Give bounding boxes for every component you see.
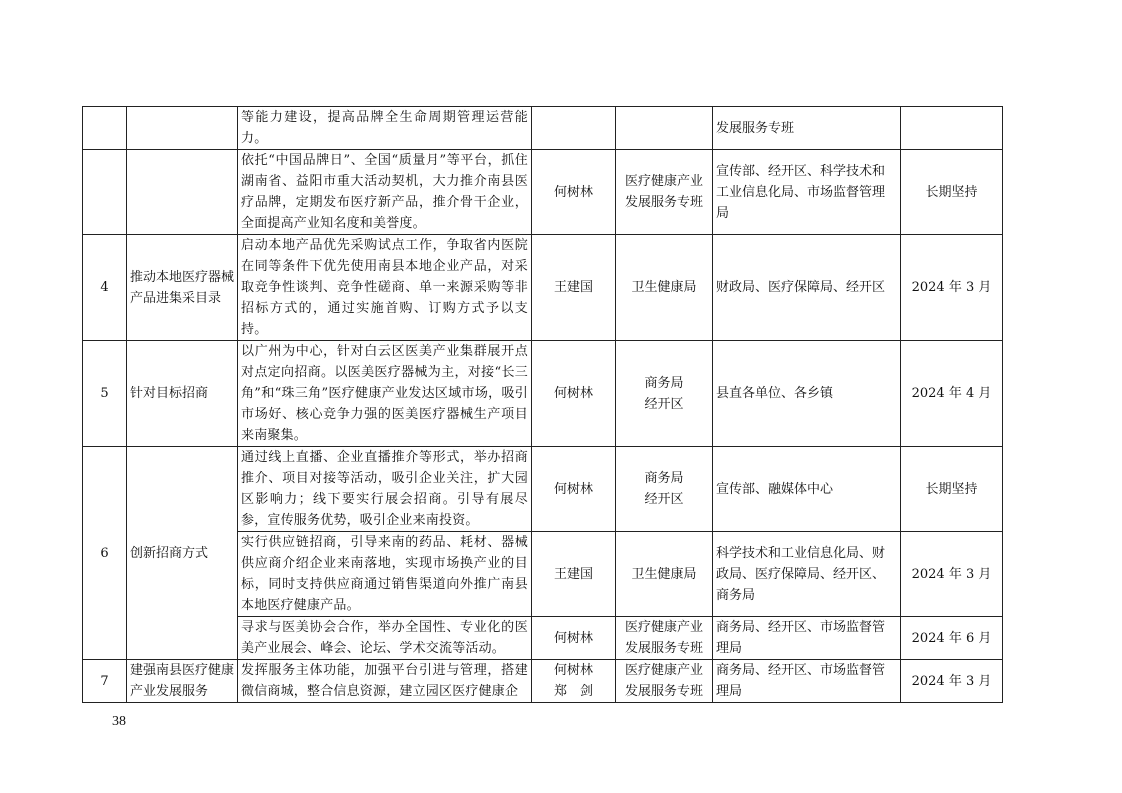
- lead-unit-cell: 商务局 经开区: [616, 341, 713, 447]
- measure-cell: 以广州为中心，针对白云区医美产业集群展开点对点定向招商。以医美医疗器械为主，对接“长三角”和“珠三角”医疗健康产业发达区域市场，吸引市场好、核心竞争力强的医美医疗器械生产项目来南聚集。: [238, 341, 532, 447]
- task-cell: 创新招商方式: [127, 447, 238, 660]
- measure-cell: 启动本地产品优先采购试点工作，争取省内医院在同等条件下优先使用南县本地企业产品，对采取竞争性谈判、竞争性磋商、单一来源采购等非招标方式的，通过实施首购、订购方式予以支持。: [238, 235, 532, 341]
- leader-cell: 何树林: [532, 617, 616, 660]
- lead-unit-cell: 医疗健康产业 发展服务专班: [616, 617, 713, 660]
- deadline-cell: 2024 年 3 月: [901, 532, 1003, 617]
- leader-cell: 王建国: [532, 532, 616, 617]
- row-number-cell: 7: [83, 660, 127, 703]
- lead-unit-cell: 医疗健康产业 发展服务专班: [616, 660, 713, 703]
- task-cell: 针对目标招商: [127, 341, 238, 447]
- leader-cell: 何树林: [532, 150, 616, 235]
- row-number-cell: [83, 150, 127, 235]
- leader-cell: 何树林 郑 剑: [532, 660, 616, 703]
- cooperating-units-cell: 县直各单位、各乡镇: [713, 341, 901, 447]
- cooperating-units-cell: 发展服务专班: [713, 107, 901, 150]
- measure-cell: 等能力建设，提高品牌全生命周期管理运营能力。: [238, 107, 532, 150]
- deadline-cell: 长期坚持: [901, 447, 1003, 532]
- deadline-cell: 2024 年 6 月: [901, 617, 1003, 660]
- measure-cell: 发挥服务主体功能，加强平台引进与管理，搭建微信商城，整合信息资源，建立园区医疗健康企: [238, 660, 532, 703]
- cooperating-units-cell: 宣传部、融媒体中心: [713, 447, 901, 532]
- page-number: 38: [112, 714, 126, 729]
- deadline-cell: 2024 年 3 月: [901, 660, 1003, 703]
- cooperating-units-cell: 财政局、医疗保障局、经开区: [713, 235, 901, 341]
- row-number-cell: 5: [83, 341, 127, 447]
- work-plan-table: [82, 106, 1003, 703]
- leader-cell: 何树林: [532, 447, 616, 532]
- cooperating-units-cell: 商务局、经开区、市场监督管理局: [713, 660, 901, 703]
- cooperating-units-cell: 宣传部、经开区、科学技术和工业信息化局、市场监督管理局: [713, 150, 901, 235]
- task-cell: 推动本地医疗器械产品进集采目录: [127, 235, 238, 341]
- row-number-cell: 6: [83, 447, 127, 660]
- lead-unit-cell: 卫生健康局: [616, 235, 713, 341]
- table-row: [83, 341, 1003, 447]
- leader-cell: [532, 107, 616, 150]
- lead-unit-cell: 商务局 经开区: [616, 447, 713, 532]
- task-cell: [127, 150, 238, 235]
- cooperating-units-cell: 商务局、经开区、市场监督管理局: [713, 617, 901, 660]
- deadline-cell: 长期坚持: [901, 150, 1003, 235]
- row-number-cell: [83, 107, 127, 150]
- lead-unit-cell: 卫生健康局: [616, 532, 713, 617]
- deadline-cell: [901, 107, 1003, 150]
- measure-cell: 依托“中国品牌日”、全国“质量月”等平台，抓住湖南省、益阳市重大活动契机，大力推介南县医疗品牌，定期发布医疗新产品，推介骨干企业，全面提高产业知名度和美誉度。: [238, 150, 532, 235]
- table-row: [83, 150, 1003, 235]
- cooperating-units-cell: 科学技术和工业信息化局、财政局、医疗保障局、经开区、商务局: [713, 532, 901, 617]
- leader-cell: 何树林: [532, 341, 616, 447]
- row-number-cell: 4: [83, 235, 127, 341]
- table-row: [83, 447, 1003, 532]
- deadline-cell: 2024 年 4 月: [901, 341, 1003, 447]
- lead-unit-cell: 医疗健康产业 发展服务专班: [616, 150, 713, 235]
- measure-cell: 实行供应链招商，引导来南的药品、耗材、器械供应商介绍企业来南落地，实现市场换产业的目标，同时支持供应商通过销售渠道向外推广南县本地医疗健康产品。: [238, 532, 532, 617]
- table-row: [83, 107, 1003, 150]
- measure-cell: 通过线上直播、企业直播推介等形式，举办招商推介、项目对接等活动，吸引企业关注，扩大园区影响力；线下要实行展会招商。引导有展尽参，宣传服务优势，吸引企业来南投资。: [238, 447, 532, 532]
- leader-cell: 王建国: [532, 235, 616, 341]
- task-cell: 建强南县医疗健康产业发展服务: [127, 660, 238, 703]
- measure-cell: 寻求与医美协会合作，举办全国性、专业化的医美产业展会、峰会、论坛、学术交流等活动。: [238, 617, 532, 660]
- lead-unit-cell: [616, 107, 713, 150]
- task-cell: [127, 107, 238, 150]
- deadline-cell: 2024 年 3 月: [901, 235, 1003, 341]
- table-row: [83, 235, 1003, 341]
- table-row: [83, 660, 1003, 703]
